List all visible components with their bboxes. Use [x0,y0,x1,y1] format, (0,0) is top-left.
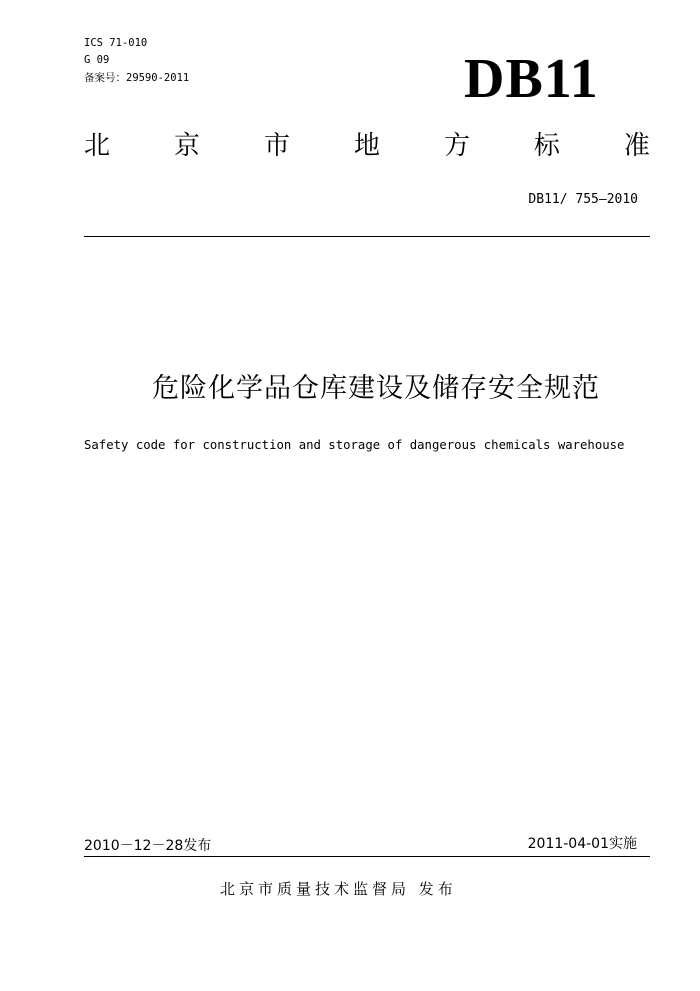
ics-code: ICS 71-010 [84,37,148,49]
issue-date: 2010－12－28发布 [84,838,212,854]
document-title-cn: 危险化学品仓库建设及储存安全规范 [152,373,600,404]
heading-char: 方 [443,131,470,161]
db-logo: DB11 [464,48,599,110]
footer-divider [84,856,650,857]
header-divider [84,236,650,237]
implementation-date: 2011-04-01实施 [527,836,637,852]
heading-char: 市 [263,131,290,161]
heading-char: 地 [353,131,380,161]
heading-char: 准 [623,131,650,161]
classification-code: G 09 [84,54,110,66]
document-title-en: Safety code for construction and storage of dangerous chemicals warehouse [84,438,625,452]
issuer-suffix: 发布 [418,880,457,898]
standard-number: DB11/ 755—2010 [528,192,638,207]
issuer-line [220,879,457,899]
record-number: 备案号：29590-2011 [84,72,190,84]
heading-char: 标 [533,131,560,161]
heading-char: 北 [84,131,111,161]
issuer-name: 北京市质量技术监督局 [220,880,411,898]
standard-type-heading [84,129,650,163]
heading-char: 京 [173,131,200,161]
